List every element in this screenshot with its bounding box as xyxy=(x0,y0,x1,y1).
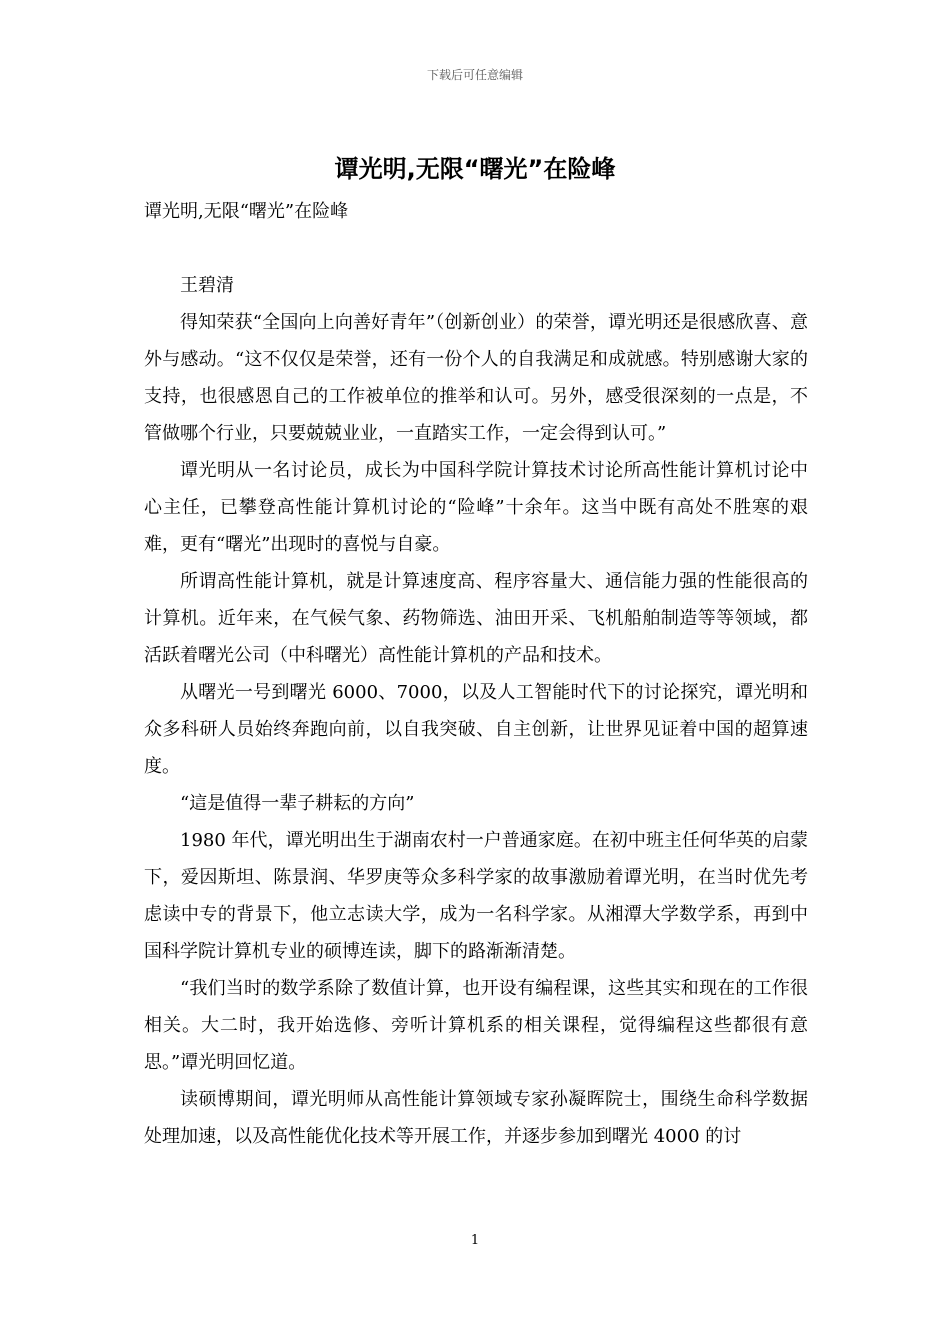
paragraph: 谭光明从一名讨论员，成长为中国科学院计算技术讨论所高性能计算机讨论中心主任，已攀登高性能计算机讨论的“险峰”十余年。这当中既有高处不胜寒的艰难，更有“曙光”出现时的喜悦与自豪。 xyxy=(144,460,808,555)
paragraph: 1980 年代，谭光明出生于湖南农村一户普通家庭。在初中班主任何华英的启蒙下，爱因斯坦、陈景润、华罗庚等众多科学家的故事激励着谭光明，在当时优先考虑读中专的背景下，他立志读大学，成为一名科学家。从湘潭大学数学系，再到中国科学院计算机专业的硕博连读，脚下的路渐渐清楚。 xyxy=(144,830,808,962)
page-number: 1 xyxy=(470,1233,480,1248)
document-body xyxy=(144,193,808,1155)
author-line: 王碧清 xyxy=(180,275,234,296)
document-title: 谭光明,无限“曙光”在险峰 xyxy=(334,155,616,183)
paragraph: “我们当时的数学系除了数值计算，也开设有编程课，这些其实和现在的工作很相关。大二时，我开始选修、旁听计算机系的相关课程，觉得编程这些都很有意思。”谭光明回忆道。 xyxy=(144,978,808,1073)
paragraph: 得知荣获“全国向上向善好青年”（创新创业）的荣誉，谭光明还是很感欣喜、意外与感动。“这不仅仅是荣誉，还有一份个人的自我满足和成就感。特别感谢大家的支持，也很感恩自己的工作被单位的推举和认可。另外，感受很深刻的一点是，不管做哪个行业，只要兢兢业业，一直踏实工作，一定会得到认可。” xyxy=(144,312,808,444)
header-note: 下载后可任意编辑 xyxy=(426,68,523,82)
section-heading: “這是值得一辈子耕耘的方向” xyxy=(180,793,415,814)
document-subtitle: 谭光明,无限“曙光”在险峰 xyxy=(144,201,349,222)
paragraph: 从曙光一号到曙光 6000、7000，以及人工智能时代下的讨论探究，谭光明和众多科研人员始终奔跑向前，以自我突破、自主创新，让世界见证着中国的超算速度。 xyxy=(144,682,808,777)
paragraph: 读硕博期间，谭光明师从高性能计算领域专家孙凝晖院士，围绕生命科学数据处理加速，以及高性能优化技术等开展工作，并逐步参加到曙光 4000 的讨 xyxy=(144,1089,808,1147)
paragraph: 所谓高性能计算机，就是计算速度高、程序容量大、通信能力强的性能很高的计算机。近年来，在气候气象、药物筛选、油田开采、飞机船舶制造等等领域，都活跃着曙光公司（中科曙光）高性能计算机的产品和技术。 xyxy=(144,571,808,666)
